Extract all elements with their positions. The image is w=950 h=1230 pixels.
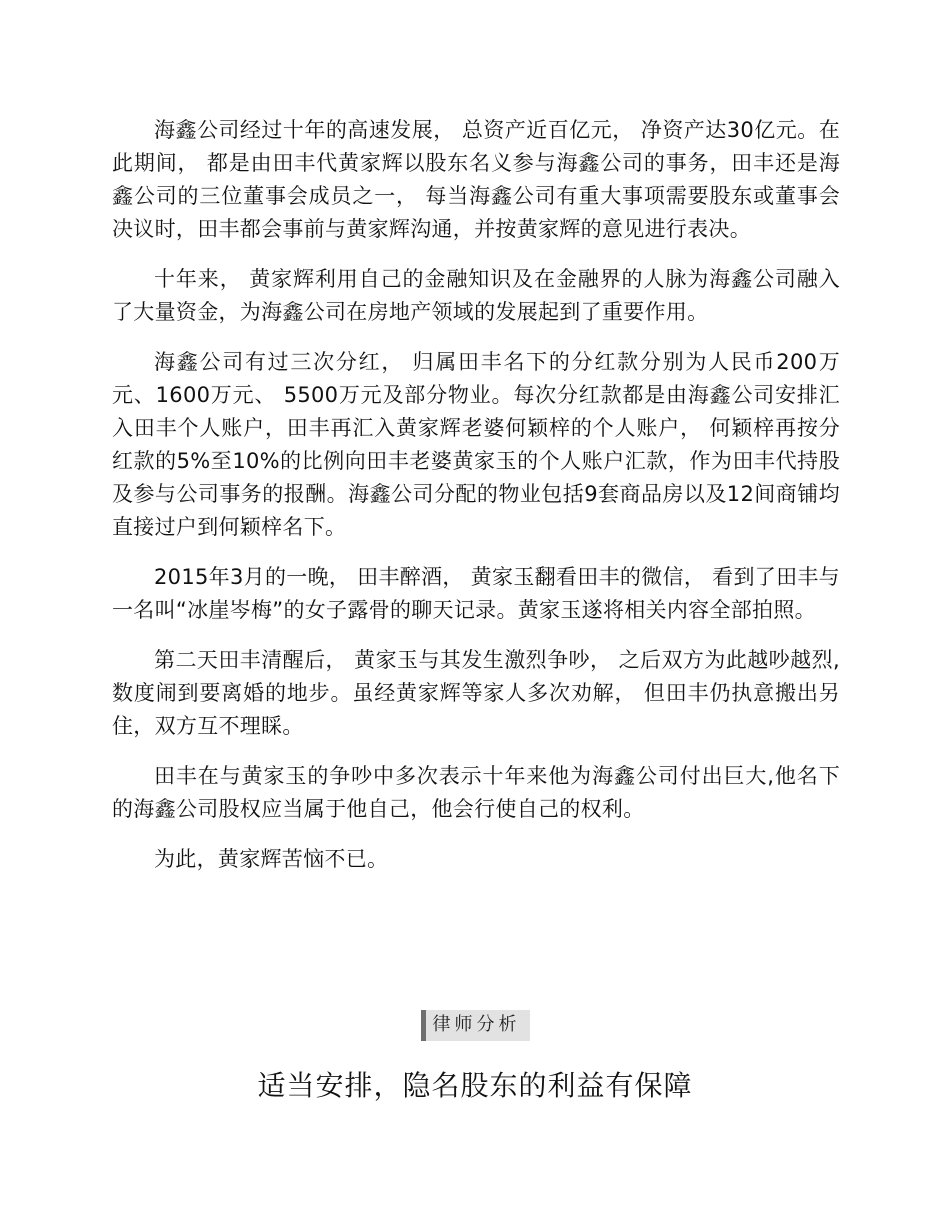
paragraph-2: 十年来， 黄家辉利用自己的金融知识及在金融界的人脉为海鑫公司融入了大量资金，为海鑫公司在房地产领域的发展起到了重要作用。 (112, 267, 840, 324)
section-tag-container (0, 1010, 950, 1041)
section-heading: 适当安排，隐名股东的利益有保障 (257, 1069, 693, 1102)
paragraph-7: 为此，黄家辉苦恼不已。 (154, 847, 389, 871)
paragraph-4: 2015年3月的一晚， 田丰醉酒， 黄家玉翻看田丰的微信， 看到了田丰与一名叫“冰崖岑梅”的女子露骨的聊天记录。黄家玉遂将相关内容全部拍照。 (112, 565, 840, 622)
body-text (112, 114, 840, 893)
paragraph-5: 第二天田丰清醒后， 黄家玉与其发生激烈争吵， 之后双方为此越吵越烈,数度闹到要离婚的地步。虽经黄家辉等家人多次劝解， 但田丰仍执意搬出另住，双方互不理睬。 (112, 648, 840, 738)
paragraph-6: 田丰在与黄家玉的争吵中多次表示十年来他为海鑫公司付出巨大,他名下的海鑫公司股权应当属于他自己，他会行使自己的权利。 (112, 764, 840, 821)
section-tag: 律师分析 (421, 1010, 530, 1041)
paragraph-3: 海鑫公司有过三次分红， 归属田丰名下的分红款分别为人民币200万元、1600万元、 5500万元及部分物业。每次分红款都是由海鑫公司安排汇入田丰个人账户，田丰再汇入黄家辉老婆何颖梓的个人账户， 何颖梓再按分红款的5%至10%的比例向田丰老婆黄家玉的个人账户汇款，作为田丰代持股及参与公司事务的报酬。海鑫公司分配的物业包括9套商品房以及12间商铺均直接过户到何颖梓名下。 (112, 350, 840, 539)
paragraph-1: 海鑫公司经过十年的高速发展， 总资产近百亿元， 净资产达30亿元。在此期间， 都是由田丰代黄家辉以股东名义参与海鑫公司的事务，田丰还是海鑫公司的三位董事会成员之一， 每当海鑫公司有重大事项需要股东或董事会决议时，田丰都会事前与黄家辉沟通，并按黄家辉的意见进行表决。 (112, 118, 840, 241)
